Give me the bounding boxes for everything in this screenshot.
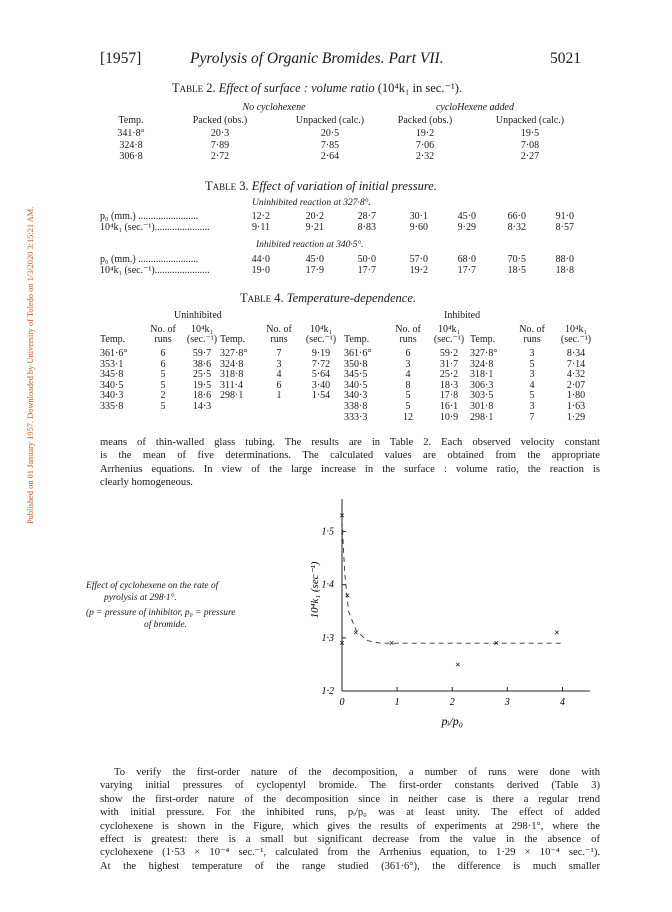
table4-cell: 5 — [405, 390, 411, 402]
data-point-marker: × — [388, 638, 395, 649]
table2-cell: 341·8° — [117, 128, 145, 139]
y-tick-label: 1·5 — [321, 526, 334, 538]
table2-cell: 2·64 — [320, 151, 340, 162]
table3-value: 18·8 — [555, 265, 574, 276]
table4-cell: 5 — [160, 369, 166, 381]
table4-cell: 5·64 — [311, 369, 331, 381]
table3-value: 28·7 — [357, 211, 376, 222]
text-line: cyclohexene (1·53 × 10⁻⁴ sec.⁻¹, calculated from the Arrhenius equation, to 1·29 × 10⁻⁴ sec.⁻¹). — [100, 847, 600, 859]
data-point-marker: × — [493, 638, 499, 649]
table2-cell: 7·89 — [210, 139, 230, 151]
table4-cell: 8 — [405, 379, 411, 391]
table4-cell: 5 — [160, 401, 166, 412]
table4-header-temp: Temp. — [344, 334, 370, 345]
data-point-marker: × — [455, 659, 461, 670]
table3-value: 18·5 — [507, 265, 526, 276]
table4-cell: 6 — [276, 379, 282, 391]
text-line: effect is greatest: there is a small but significant decrease from the value in the absence of — [100, 834, 600, 846]
x-tick-label: 0 — [339, 697, 345, 708]
table4-cell: 4 — [405, 369, 411, 381]
table4-cell: 2·07 — [566, 379, 586, 391]
table3-value: 91·0 — [555, 211, 574, 222]
table3-value: 9·11 — [252, 222, 270, 233]
table4-cell: 340·5 — [100, 379, 124, 391]
data-point-marker: × — [339, 510, 345, 521]
caption-line: (p = pressure of inhibitor, p₀ = pressure — [86, 608, 236, 618]
table4-cell: 5 — [405, 401, 411, 412]
data-point-marker: × — [344, 590, 351, 601]
table2-cell: 7·06 — [415, 139, 435, 151]
table4-cell: 25·5 — [192, 369, 212, 381]
table4-cell: 327·8° — [470, 348, 498, 359]
text-line: means of thin-walled glass tubing. The results are in Table 2. Each observed velocity constant — [100, 437, 600, 448]
table4-cell: 338·8 — [344, 401, 368, 412]
table4-header-runs: runs — [270, 334, 288, 345]
table4-cell: 10·9 — [439, 411, 459, 423]
table4-cell: 7·72 — [311, 358, 331, 370]
text-line: with initial pressure. For the inhibited runs, pᵢ/p₀ was at least unity. The effect of added — [100, 807, 600, 819]
table2-title: Effect of surface : volume ratio — [218, 81, 375, 95]
table4-cell: 17·8 — [439, 390, 459, 402]
table3-label: Table 3. — [205, 179, 249, 193]
table4-cell: 7 — [529, 411, 535, 423]
table3-caption — [205, 179, 437, 194]
table2-cell: 2·32 — [415, 151, 435, 162]
table3-value: 30·1 — [409, 211, 428, 222]
table3-value: 50·0 — [357, 254, 376, 265]
table3-k-label: 10⁴k₁ (sec.⁻¹)...................... — [100, 222, 210, 233]
caption-line: Effect of cyclohexene on the rate of — [86, 581, 219, 591]
table3-value: 9·60 — [409, 222, 428, 233]
table4-cell: 345·8 — [100, 369, 124, 381]
table4-cell: 3 — [529, 348, 535, 359]
table4-caption — [240, 291, 416, 306]
data-point-marker: × — [339, 638, 345, 649]
table4-cell: 6 — [160, 358, 166, 370]
caption-line: pyrolysis at 298·1°. — [104, 593, 177, 603]
table4-cell: 59·2 — [439, 348, 459, 359]
y-tick-label: 1·2 — [321, 686, 334, 697]
table4-cell: 18·6 — [192, 390, 212, 402]
table3-value: 88·0 — [555, 254, 574, 265]
table4-cell: 353·1 — [100, 358, 124, 370]
table3-value: 70·5 — [507, 254, 526, 265]
table4-cell: 333·3 — [344, 411, 368, 423]
table2-cell: 20·3 — [210, 128, 230, 139]
table2-col-header: Unpacked (calc.) — [495, 115, 565, 126]
download-notice: Published on 01 January 1957. Downloaded by University of Toledo on 1/3/2020 3:15:21 AM. — [26, 206, 35, 524]
table3-value: 17·9 — [305, 265, 324, 276]
cyclohexene-effect-chart — [300, 495, 620, 735]
text-line: show the first-order nature of the decomposition since in neither case is there a regular trend — [100, 793, 600, 805]
figure-caption — [86, 580, 235, 631]
table3-title: Effect of variation of initial pressure. — [251, 179, 437, 193]
table4-cell: 12 — [403, 411, 413, 423]
x-tick-label: 4 — [559, 697, 565, 708]
table3-value: 66·0 — [507, 211, 526, 222]
table2-group2: cycloHexene added — [435, 102, 514, 113]
table4-cell: 2 — [160, 390, 166, 402]
table4-cell: 361·6° — [344, 348, 372, 359]
table3-value: 45·0 — [305, 254, 324, 265]
table4-cell: 311·4 — [220, 379, 243, 391]
table3-value: 20·2 — [305, 211, 324, 222]
table2-cell: 19·5 — [520, 128, 540, 139]
x-tick-label: 3 — [504, 697, 510, 708]
table4-header-no: No. of — [266, 324, 292, 335]
table2-cell: 19·2 — [415, 128, 435, 139]
table3-value: 8·32 — [507, 222, 526, 233]
table4-cell: 25·2 — [439, 369, 459, 381]
table2-cell: 7·08 — [520, 139, 540, 151]
table4-header-temp: Temp. — [470, 334, 496, 345]
table4-cell: 298·1 — [470, 411, 494, 423]
table2-cell: 324·8 — [119, 139, 143, 151]
table3-value: 19·2 — [409, 265, 428, 276]
data-point-marker: × — [353, 627, 359, 638]
table4-cell: 3 — [276, 358, 282, 370]
table3-subheading-uninhibited: Uninhibited reaction at 327·8°. — [252, 198, 371, 208]
table4-cell: 1·29 — [566, 411, 586, 423]
table4-cell: 19·5 — [192, 379, 212, 391]
table4-cell: 16·1 — [439, 401, 459, 412]
table4-header-no: No. of — [519, 324, 545, 335]
table4-label: Table 4. — [240, 291, 284, 305]
y-axis-label: 10⁴k₁ (sec⁻¹) — [309, 561, 321, 619]
running-header — [0, 50, 672, 72]
table4-cell: 3·40 — [311, 379, 331, 391]
table4-header-runs: runs — [154, 334, 172, 345]
table2-units: (10⁴k₁ in sec.⁻¹). — [377, 81, 463, 95]
table2-group1: No cyclohexene — [242, 102, 306, 113]
table4-cell: 318·8 — [220, 369, 244, 381]
header-title: Pyrolysis of Organic Bromides. Part VII. — [190, 50, 444, 67]
table4-cell: 7 — [276, 348, 282, 359]
table4-cell: 306·3 — [470, 379, 494, 391]
table4-header-k: 10⁴k₁ — [310, 324, 332, 335]
table4-group-inhibited: Inhibited — [444, 310, 481, 321]
table2-cell: 306·8 — [119, 151, 143, 162]
table4-cell: 335·8 — [100, 401, 124, 412]
caption-line: of bromide. — [144, 620, 187, 630]
table2-col-header: Unpacked (calc.) — [295, 115, 365, 126]
table4-header-ksec: (sec.⁻¹) — [305, 334, 337, 345]
table4-cell: 303·5 — [470, 390, 494, 402]
text-line: varying initial pressures of cyclopentyl bromide. The first-order constants derived (Table 3) — [100, 780, 600, 792]
text-line: cyclohexene is shown in the Figure, which gives the results of experiments at 298·1°, where the — [100, 820, 600, 832]
table4-cell: 361·6° — [100, 348, 128, 359]
table4-cell: 6 — [160, 348, 166, 359]
table4-cell: 1·54 — [311, 390, 331, 402]
table3-value: 8·83 — [357, 222, 376, 233]
table4-cell: 318·1 — [470, 369, 494, 381]
table4-cell: 340·3 — [344, 390, 368, 402]
table4-header-k: 10⁴k₁ — [565, 324, 587, 335]
table3-k-label: 10⁴k₁ (sec.⁻¹)...................... — [100, 265, 210, 276]
table3-value: 19·0 — [251, 265, 270, 276]
y-tick-label: 1·3 — [321, 632, 334, 644]
header-year: [1957] — [100, 50, 142, 67]
table4-header-k: 10⁴k₁ — [191, 324, 213, 335]
table4-cell: 350·8 — [344, 358, 368, 370]
table4-header-ksec: (sec.⁻¹) — [433, 334, 465, 345]
table4-cell: 3 — [529, 401, 535, 412]
table3-value: 12·2 — [251, 211, 270, 222]
text-line: clearly homogeneous. — [100, 477, 193, 489]
data-point-marker: × — [554, 627, 560, 638]
paragraph-first-order — [100, 766, 600, 873]
table4-cell: 9·19 — [311, 348, 331, 359]
table4-cell: 1·63 — [566, 401, 586, 412]
table4-cell: 298·1 — [220, 390, 244, 402]
table3-value: 9·29 — [457, 222, 476, 233]
table4-header-ksec: (sec.⁻¹) — [186, 334, 218, 345]
table4-cell: 5 — [529, 390, 535, 402]
paragraph-results — [100, 436, 600, 490]
table4-cell: 1 — [276, 390, 282, 402]
table3-value: 9·21 — [305, 222, 324, 233]
table4-cell: 324·8 — [470, 358, 494, 370]
table3-value: 17·7 — [457, 265, 476, 276]
table4-cell: 4·32 — [566, 369, 586, 381]
table4-cell: 327·8° — [220, 348, 248, 359]
table4-cell: 3 — [529, 369, 535, 381]
table3-subheading-inhibited: Inhibited reaction at 340·5°. — [256, 240, 364, 250]
table4-cell: 14·3 — [192, 401, 212, 412]
x-axis-label: pᵢ/p₀ — [441, 714, 463, 728]
table4-cell: 324·8 — [220, 358, 244, 370]
table4-cell: 340·5 — [344, 379, 368, 391]
table4-cell: 8·34 — [566, 348, 586, 359]
table2-cell: 2·72 — [210, 151, 230, 162]
table2-label: Table 2. — [172, 81, 216, 95]
table2-cell: 20·5 — [320, 128, 340, 139]
table2-col-header: Temp. — [118, 115, 144, 126]
table4-cell: 18·3 — [439, 379, 459, 391]
table4-cell: 7·14 — [566, 358, 586, 370]
table4-header-temp: Temp. — [220, 334, 246, 345]
table3-value: 45·0 — [457, 211, 476, 222]
text-line: is the mean of five determinations. The calculated values are obtained from the appropriate — [100, 450, 600, 462]
table4-cell: 340·3 — [100, 390, 124, 402]
text-line: To verify the first-order nature of the decomposition, a number of runs were done with — [114, 767, 600, 778]
table4-cell: 301·8 — [470, 401, 494, 412]
table3-value: 17·7 — [357, 265, 376, 276]
y-tick-label: 1·4 — [321, 579, 334, 591]
text-line: Arrhenius equations. In view of the large increase in the surface : volume ratio, the reaction is — [100, 463, 600, 475]
table4-cell: 31·7 — [439, 358, 459, 370]
table4-cell: 4 — [276, 369, 282, 381]
table4-header-runs: runs — [399, 334, 417, 345]
table4-header-temp: Temp. — [100, 334, 126, 345]
text-line: At the highest temperature of the range studied (361·6°), the difference is much smaller — [100, 860, 600, 872]
table4-cell: 5 — [529, 358, 535, 370]
table4-cell: 5 — [160, 379, 166, 391]
table2-col-header: Packed (obs.) — [192, 115, 248, 126]
table4-header-no: No. of — [150, 324, 176, 335]
table4-cell: 1·80 — [566, 390, 586, 402]
table4-group-uninhibited: Uninhibited — [174, 310, 222, 321]
table2-caption — [172, 80, 462, 96]
table4-header-k: 10⁴k₁ — [438, 324, 460, 335]
table3-pressure-label: p₀ (mm.) ........................ — [100, 254, 199, 265]
table3-pressure-label: p₀ (mm.) ........................ — [100, 211, 199, 222]
table4-cell: 59·7 — [192, 348, 212, 359]
table4-header-no: No. of — [395, 324, 421, 335]
table3-value: 68·0 — [457, 254, 476, 265]
table4-cell: 3 — [405, 358, 411, 370]
table4-cell: 4 — [529, 379, 535, 391]
table4-header-ksec: (sec.⁻¹) — [560, 334, 592, 345]
x-tick-label: 2 — [449, 697, 455, 708]
x-tick-label: 1 — [394, 697, 400, 708]
table4-header-runs: runs — [523, 334, 541, 345]
table2-col-header: Packed (obs.) — [397, 115, 453, 126]
table3-value: 57·0 — [409, 254, 428, 265]
table4-cell: 38·6 — [192, 358, 212, 370]
table2-cell: 7·85 — [320, 139, 340, 151]
table4-cell: 345·5 — [344, 369, 368, 381]
fitted-curve — [342, 521, 562, 643]
table3-value: 44·0 — [251, 254, 270, 265]
table3-value: 8·57 — [555, 222, 574, 233]
table2-cell: 2·27 — [520, 151, 540, 162]
table4-cell: 6 — [405, 348, 411, 359]
table4-title: Temperature-dependence. — [286, 291, 417, 305]
page-number: 5021 — [550, 50, 581, 67]
